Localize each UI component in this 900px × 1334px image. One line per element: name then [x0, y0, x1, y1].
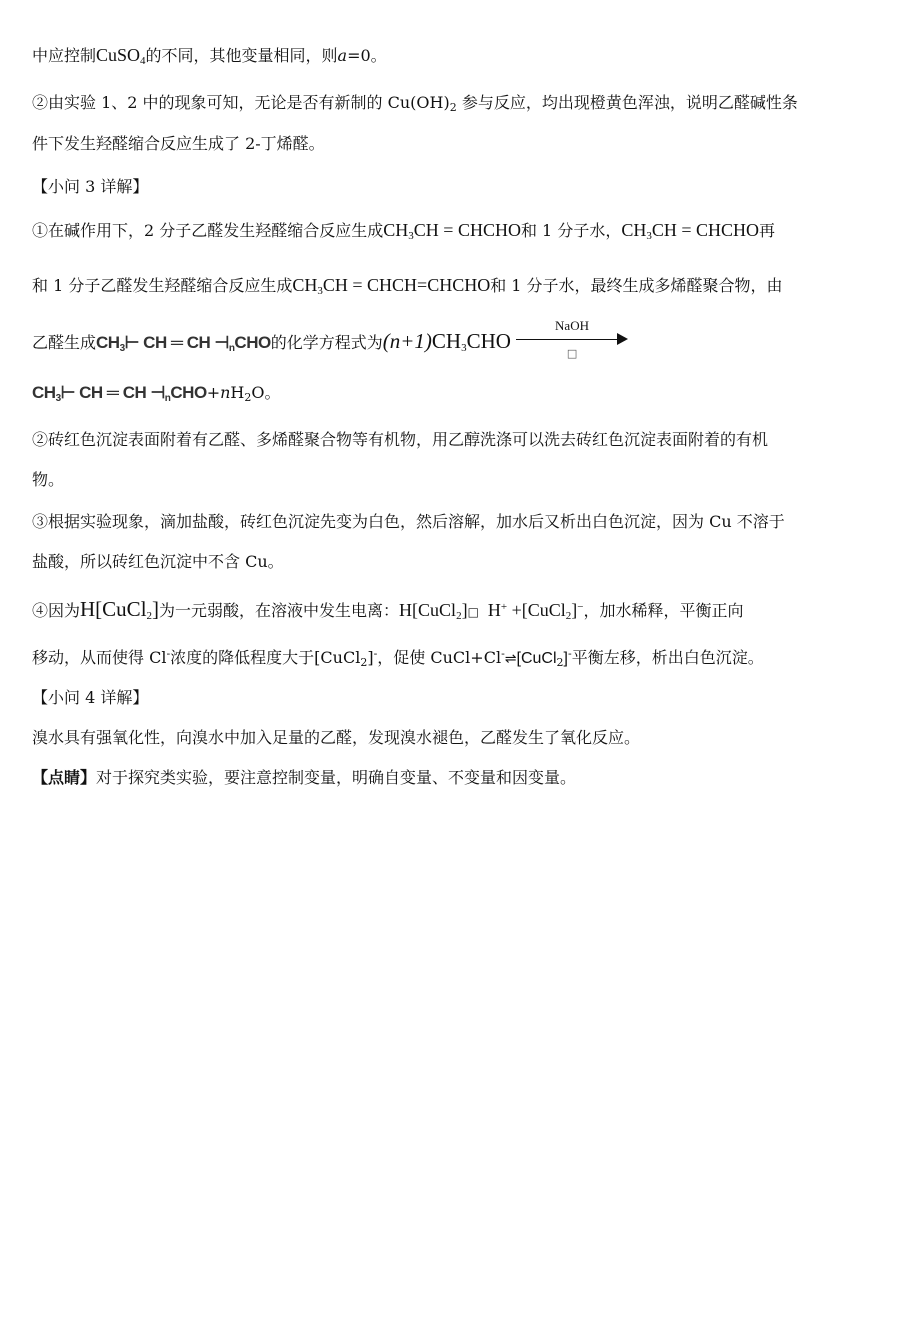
superscript: - [166, 647, 171, 660]
paragraph-line-1 [32, 44, 877, 67]
text: 对于探究类实验，要注意控制变量，明确自变量、不变量和因变量。 [96, 768, 577, 787]
variable-a: a [337, 46, 348, 65]
text: 件下发生羟醛缩合反应生成了 2-丁烯醛。 [32, 134, 325, 153]
superscript: - [501, 647, 505, 660]
text: ] [367, 648, 374, 667]
text: 和 1 分子乙醛发生羟醛缩合反应生成 [32, 276, 293, 295]
equilibrium-symbol-placeholder: □ [467, 605, 479, 619]
section-heading-q3 [32, 176, 877, 198]
text: ④因为 [32, 601, 81, 620]
text: 中应控制 [32, 46, 97, 65]
formula-cuso4: CuSO$_4$ [96, 45, 146, 67]
text: ③根据实验现象，滴加盐酸，砖红色沉淀先变为白色，然后溶解，加水后又析出白色沉淀，因为 Cu 不溶于 [32, 512, 785, 531]
paragraph-line-13 [32, 598, 877, 623]
formula-polyene-aldehyde: $CH_3⊢$ CH ═ CH $⊣_nCHO$ [96, 333, 271, 354]
text: 和 1 分子水，最终生成多烯醛聚合物，由 [490, 276, 783, 295]
text: ，加水稀释，平衡正向 [583, 601, 744, 620]
text: 移动，从而使得 Cl [32, 648, 167, 667]
text: 参与反应，均出现橙黄色浑浊，说明乙醛碱性条 [456, 93, 798, 112]
text: 【小问 3 详解】 [32, 177, 149, 196]
text: 再 [759, 221, 776, 240]
subscript: 2 [360, 656, 368, 669]
formula-crotonaldehyde: $CH_3CH$ = CHCHO [621, 220, 760, 242]
paragraph-line-5 [32, 219, 877, 242]
tip-label: 【点睛】 [32, 768, 97, 787]
text: 浓度的降低程度大于[CuCl [170, 648, 361, 667]
subscript: 2 [556, 656, 564, 669]
text: [CuCl [516, 650, 557, 667]
reaction-arrow [516, 318, 628, 360]
paragraph-line-11 [32, 511, 877, 533]
equilibrium-arrow-icon: ⇌ [504, 651, 517, 667]
text: + [206, 383, 221, 402]
text: 乙醛生成 [32, 333, 97, 352]
text: ] [563, 650, 568, 667]
text: 平衡左移，析出白色沉淀。 [571, 648, 764, 667]
text: 盐酸，所以砖红色沉淀中不含 Cu。 [32, 552, 284, 571]
formula-ionization: H[CuCl$_2$]□ H+ +[CuCl$_2$]− [399, 600, 584, 622]
text: ②由实验 1、2 中的现象可知，无论是否有新制的 Cu(OH) [32, 93, 450, 112]
text: 的化学方程式为 [270, 333, 383, 352]
text: ①在碱作用下，2 分子乙醛发生羟醛缩合反应生成 [32, 221, 384, 240]
text: 溴水具有强氧化性，向溴水中加入足量的乙醛，发现溴水褪色，乙醛发生了氧化反应。 [32, 728, 641, 747]
paragraph-line-9 [32, 429, 877, 451]
paragraph-line-8 [32, 382, 877, 404]
paragraph-line-14 [32, 647, 877, 670]
formula-hcucl2: H[CuCl$_2$] [80, 597, 160, 622]
text: H [230, 383, 245, 402]
paragraph-line-6 [32, 274, 877, 297]
formula-polyene-aldehyde: $CH_3⊢$ CH ═ CH $⊣_nCHO$ [32, 383, 207, 404]
paragraph-line-7 [32, 318, 877, 360]
paragraph-line-3 [32, 133, 877, 155]
arrow-shaft [516, 339, 620, 340]
paragraph-line-16 [32, 727, 877, 749]
text: O。 [251, 383, 281, 402]
text: 的不同，其他变量相同，则 [145, 46, 338, 65]
subscript: 2 [449, 101, 457, 114]
text: ，促使 CuCl+Cl [377, 648, 502, 667]
text: 物。 [32, 470, 65, 489]
text: =0。 [347, 46, 387, 65]
formula-reactant: $(n+1)CH_3CHO$ [382, 329, 511, 354]
text: ②砖红色沉淀表面附着有乙醛、多烯醛聚合物等有机物，用乙醇洗涤可以洗去砖红色沉淀表面附着的有机 [32, 430, 769, 449]
subscript: 2 [244, 391, 252, 404]
superscript: - [567, 647, 572, 660]
formula-crotonaldehyde: $CH_3CH$ = CHCHO [383, 220, 521, 242]
paragraph-line-17 [32, 767, 877, 789]
arrow-sub-label: □ [566, 347, 578, 360]
paragraph-line-12 [32, 551, 877, 573]
variable-n: n [220, 383, 231, 402]
paragraph-line-10 [32, 469, 877, 491]
formula-hexadienal: $CH_3CH$ = CHCH=CHCHO [292, 275, 491, 297]
arrow-condition-label: NaOH [555, 318, 589, 333]
section-heading-q4 [32, 687, 877, 709]
text: 【小问 4 详解】 [32, 688, 149, 707]
text: 为一元弱酸，在溶液中发生电离： [159, 601, 400, 620]
text: 和 1 分子水， [520, 221, 622, 240]
paragraph-line-2 [32, 92, 877, 114]
superscript: - [373, 647, 378, 660]
